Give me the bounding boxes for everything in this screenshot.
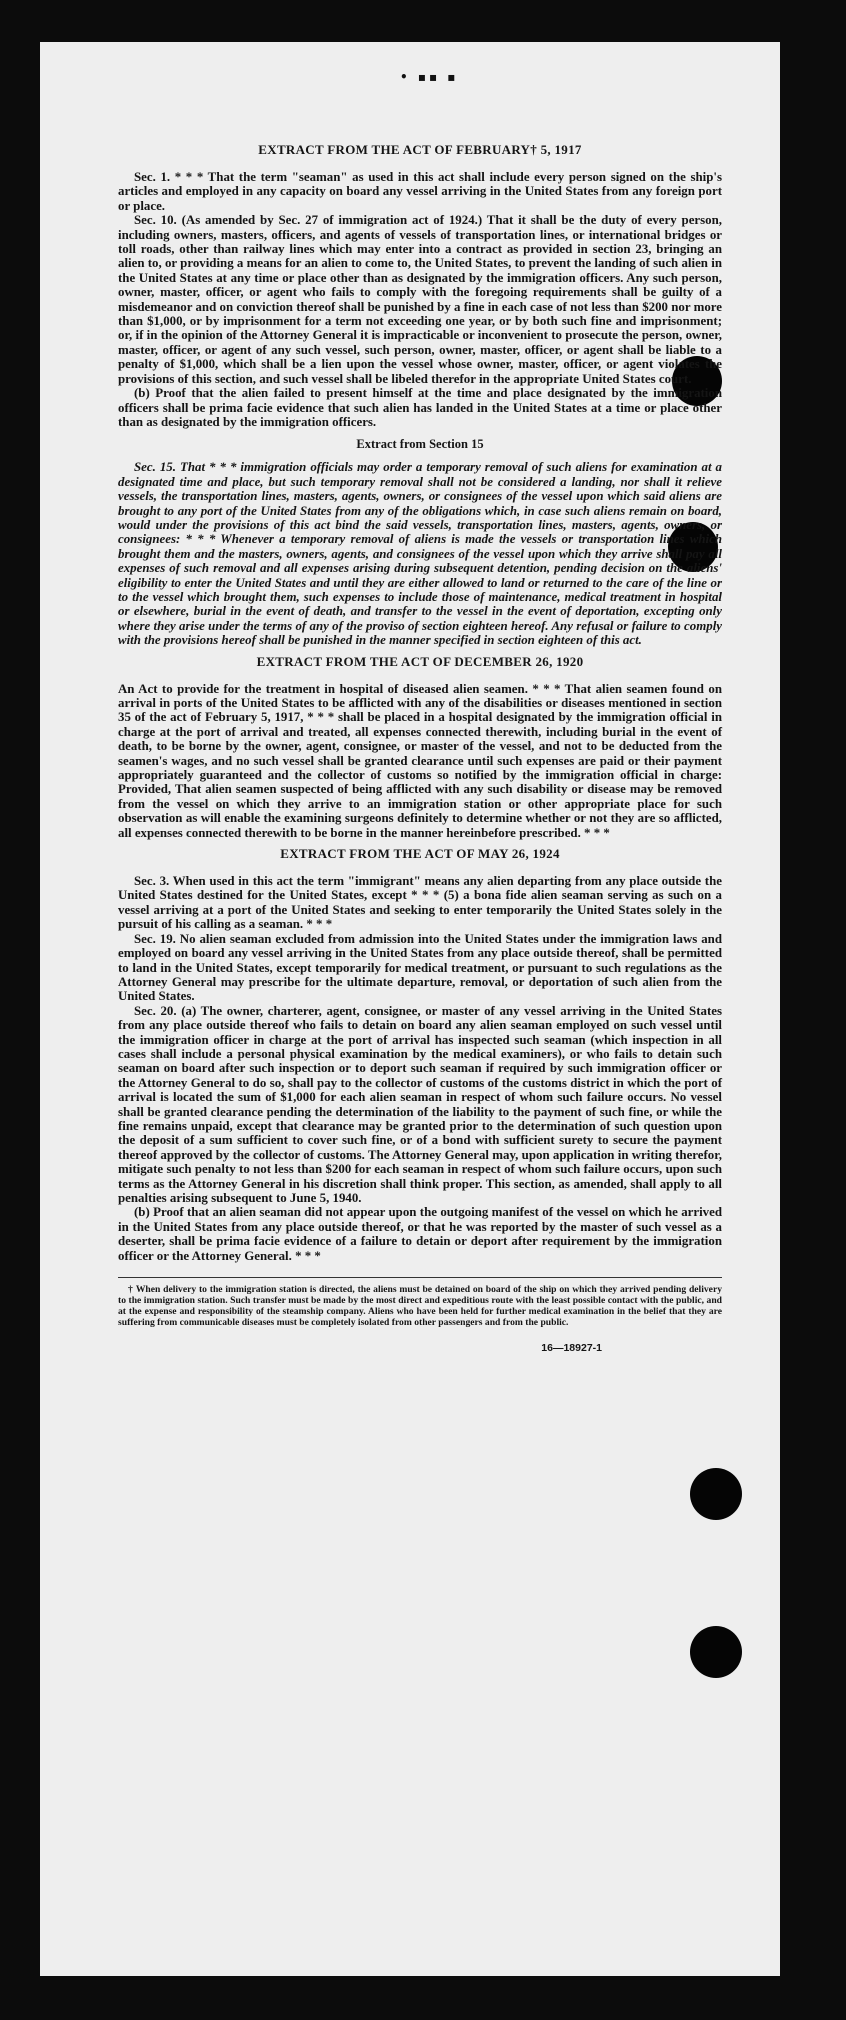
punch-hole bbox=[690, 1626, 742, 1678]
footnote bbox=[118, 1277, 722, 1328]
paragraph-sec-20b: (b) Proof that an alien seaman did not appear upon the outgoing manifest of the vessel on which he arrived in the United States from any place outside thereof, or that he was reported by the master of such vessel as a deserter, shall be prima facie evidence of a failure to detain or deport after requirement by the immigration officer or the Attorney General. * * * bbox=[118, 1205, 722, 1263]
punch-hole bbox=[690, 1468, 742, 1520]
section-heading: EXTRACT FROM THE ACT OF MAY 26, 1924 bbox=[280, 846, 560, 862]
section-act-1920 bbox=[118, 654, 722, 840]
paragraph-act-1920: An Act to provide for the treatment in hospital of diseased alien seamen. * * * That alien seamen found on arrival in ports of the United States to be afflicted with any of the disabilities or diseases mentioned in section 35 of the act of February 5, 1917, * * * shall be placed in a hospital designated by the immigration official in charge at the port of arrival and treated, all expenses connected therewith, including burial in the event of death, to be borne by the owner, agent, consignee, or master of the vessel, and not to be deducted from the seamen's wages, and no such vessel shall be granted clearance until such expenses are paid or their payment appropriately guaranteed and the collector of customs so notified by the immigration official in charge: Provided, That alien seamen suspected of being afflicted with any such disability or disease may be removed from the vessel on which they arrive to an immigration station or other appropriate place for such observation as will enable the examining surgeons definitely to determine whether or not they are so afflicted, all expenses connected therewith to be borne in the manner hereinbefore prescribed. * * * bbox=[118, 681, 722, 840]
paragraph-sec-1: Sec. 1. * * * That the term "seaman" as used in this act shall include every person signed on the ship's articles and employed in any capacity on board any vessel arriving in the United States from any foreign port or place. bbox=[118, 170, 722, 213]
document-number: 16—18927-1 bbox=[541, 1342, 602, 1355]
section-heading: EXTRACT FROM THE ACT OF FEBRUARY† 5, 1917 bbox=[258, 142, 582, 157]
paragraph-sec-20a: Sec. 20. (a) The owner, charterer, agent, consignee, or master of any vessel arriving in the United States from any place outside thereof who fails to detain on board any alien seaman employed on such vessel until the immigration officer in charge at the port of arrival has inspected such seaman (which inspection in all cases shall include a personal physical examination by the medical examiners), or who fails to detain such seaman on board after such inspection or to deport such seaman if required by such immigration officer or the Attorney General to do so, shall pay to the collector of customs of the customs district in which the port of arrival is located the sum of $1,000 for each alien seaman in respect of whom such failure occurs. No vessel shall be granted clearance pending the determination of the liability to the payment of such fine, or while the fine remains unpaid, except that clearance may be granted prior to the determination of such question upon the deposit of a sum sufficient to cover such fine, or of a bond with sufficient surety to secure the payment thereof approved by the collector of customs. The Attorney General may, upon application in writing therefor, mitigate such penalty to not less than $200 for each seaman in respect of whom such failure occurs, upon such terms as the Attorney General in his discretion shall think proper. This section, as amended, shall apply to all penalties arising subsequent to June 5, 1940. bbox=[118, 1003, 722, 1205]
section-extract-15 bbox=[118, 437, 722, 647]
document-page bbox=[40, 42, 780, 1976]
paragraph-sec-10b: (b) Proof that the alien failed to present himself at the time and place designated by the immigration officers shall be prima facie evidence that such alien has landed in the United States at a time or place other than as designated by the immigration officers. bbox=[118, 386, 722, 429]
paragraph-sec-19: Sec. 19. No alien seaman excluded from admission into the United States under the immigration laws and employed on board any vessel arriving in the United States from any place outside thereof, shall be permitted to land in the United States, except temporarily for medical treatment, or pursuant to such regulations as the Attorney General may prescribe for the ultimate departure, removal, or deportation of such alien from the United States. bbox=[118, 931, 722, 1004]
paragraph-sec-3: Sec. 3. When used in this act the term "immigrant" means any alien departing from any place outside the United States destined for the United States, except * * * (5) a bona fide alien seaman serving as such on a vessel arriving at a port of the United States and seeking to enter temporarily the United States solely in the pursuit of his calling as a seaman. * * * bbox=[118, 874, 722, 932]
top-marks: • ▪▪ ▪ bbox=[400, 70, 459, 84]
footnote-text: † When delivery to the immigration station is directed, the aliens must be detained on board of the ship on which they arrived pending delivery to the immigration station. Such transfer must be made by the most direct and expeditious route with the least possible contact with the public, and at the expense and responsibility of the steamship company. Aliens who have been held for further medical examination in the belief that they are suffering from communicable diseases must be completely isolated from other passengers and from the public. bbox=[118, 1284, 722, 1329]
section-subheading: Extract from Section 15 bbox=[356, 437, 484, 452]
section-heading: EXTRACT FROM THE ACT OF DECEMBER 26, 1920 bbox=[256, 653, 584, 669]
document-body bbox=[118, 136, 722, 1354]
section-act-1917 bbox=[118, 142, 722, 429]
section-act-1924 bbox=[118, 846, 722, 1263]
paragraph-sec-15: Sec. 15. That * * * immigration officials may order a temporary removal of such aliens for examination at a designated time and place, but such temporary removal shall not be considered a landing, nor shall it relieve vessels, the transportation lines, masters, agents, owners, or consignees of the vessel upon which said aliens are brought to any port of the United States from any of the obligations which, in case such aliens remain on board, would under the provisions of this act bind the said vessels, transportation lines, masters, agents, owners, or consignees: * * * Whenever a temporary removal of aliens is made the vessels or transportation lines which brought them and the masters, owners, agents, and consignees of the vessel upon which they arrive shall pay all expenses of such removal and all expenses arising during subsequent detention, pending decision on the aliens' eligibility to enter the United States and until they are either allowed to land or returned to the care of the line or to the vessel which brought them, such expenses to include those of maintenance, medical treatment in hospital or elsewhere, burial in the event of death, and transfer to the vessel in the event of deportation, excepting only where they arise under the terms of any of the proviso of section eighteen hereof. Any refusal or failure to comply with the provisions hereof shall be punished in the manner specified in section eighteen of this act. bbox=[118, 460, 722, 648]
paragraph-sec-10: Sec. 10. (As amended by Sec. 27 of immigration act of 1924.) That it shall be the duty of every person, including owners, masters, officers, and agents of vessels of transportation lines, or international bridges or toll roads, other than railway lines which may enter into a contract as provided in section 23, bringing an alien to, or providing a means for an alien to come to, the United States, to prevent the landing of such alien in the United States at any time or place other than as designated by the immigration officers. Any such person, owner, master, officer, or agent who fails to comply with the foregoing requirements shall be guilty of a misdemeanor and on conviction thereof shall be punished by a fine in each case of not less than $200 nor more than $1,000, or by imprisonment for a term not exceeding one year, or by both such fine and imprisonment; or, if in the opinion of the Attorney General it is impracticable or inconvenient to prosecute the person, owner, master, officer, or agent of any such vessel, such person, owner, master, officer, or agent shall be liable to a penalty of $1,000, which shall be a lien upon the vessel whose owner, master, officer, or agent violates the provisions of this section, and such vessel shall be libeled therefor in the appropriate United States court. bbox=[118, 213, 722, 386]
